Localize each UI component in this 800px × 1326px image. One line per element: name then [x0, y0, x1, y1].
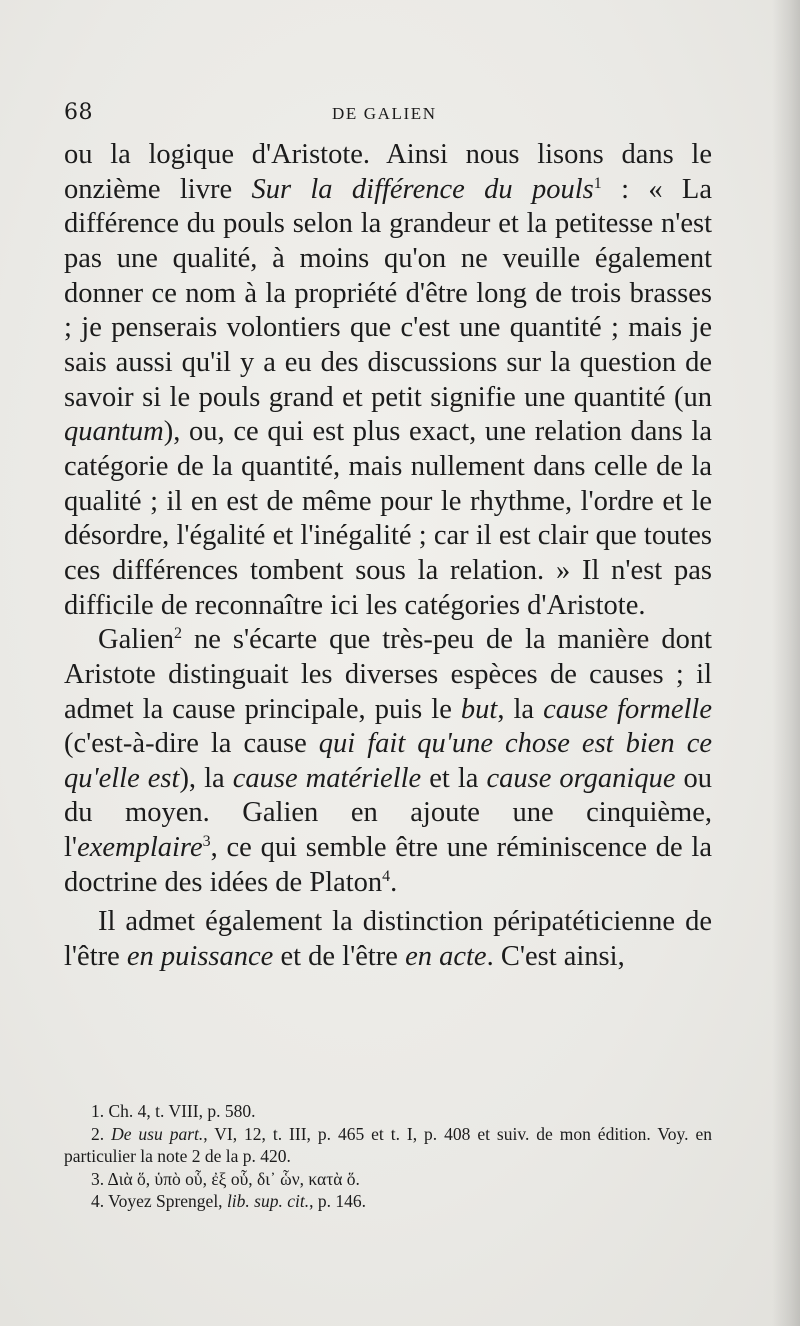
italic-text: exemplaire	[77, 832, 203, 864]
footnote-marker: 1	[593, 174, 602, 192]
text-run: ou la logique d'Aristote. Ainsi nous lisons dans le onzième livre	[64, 139, 712, 205]
text-run: : « La différence du pouls selon la grandeur et la petitesse n'est pas une qualité, à moins qu'on ne veuille également donner ce nom à la propriété d'être long de trois brasses ; je penserais volontiers que c'est une quantité ; mais je sais aussi qu'il y a eu des discussions sur la question de savoir si le pouls grand et petit signifie une quantité (un	[64, 173, 712, 413]
paragraph	[64, 623, 712, 900]
footnote	[64, 1190, 712, 1213]
text-run: ), ou, ce qui est plus exact, une relation dans la catégorie de la quantité, mais nullement dans celle de la qualité ; il en est de même pour le rhythme, l'ordre et le désordre, l'égalité et l'inégalité ; car il est clair que toutes ces différences tombent sous la relation. » Il n'est pas difficile de reconnaître ici les catégories d'Aristote.	[64, 416, 712, 621]
text-run: Galien	[98, 624, 174, 656]
italic-text: en puissance	[126, 941, 274, 973]
text-run: .	[390, 866, 398, 898]
page-header	[64, 100, 714, 130]
text-run: Il admet également la distinction péripatéticienne de l'être	[64, 906, 712, 973]
text-run: , la	[497, 693, 544, 725]
italic-text: cause organique	[486, 762, 676, 794]
italic-text: but	[460, 693, 498, 725]
italic-text: De usu part.	[111, 1123, 204, 1144]
text-run: , p. 146.	[309, 1191, 366, 1211]
italic-text: en acte	[405, 941, 487, 973]
italic-text: qui fait qu'une chose est bien ce qu'elle est	[64, 728, 712, 794]
footnote	[64, 1100, 712, 1123]
footnote	[64, 1123, 712, 1168]
page-edge-shadow	[772, 0, 800, 1326]
footnote-marker: 2	[173, 625, 182, 643]
text-run: ou du moyen. Galien en ajoute une cinquième, l'	[64, 762, 713, 864]
footnote	[64, 1168, 712, 1191]
italic-text: quantum	[64, 416, 164, 448]
text-run: , ce qui semble être une réminiscence de la doctrine des idées de Platon	[64, 832, 712, 898]
text-run: ne s'écarte que très-peu de la manière dont Aristote distinguait les diverses espèces de causes ; il admet la cause principale, puis le	[64, 624, 712, 725]
footnote-marker: 4	[382, 867, 391, 885]
italic-text: lib. sup. cit.	[226, 1191, 310, 1211]
text-run: 2.	[91, 1123, 112, 1144]
page-number: 68	[64, 100, 93, 125]
text-run: , VI, 12, t. III, p. 465 et t. I, p. 408 et suiv. de mon édition. Voy. en particulier la note 2 de la p. 420.	[64, 1123, 712, 1166]
text-run: ), la	[179, 762, 233, 794]
text-run: (c'est-à-dire la cause	[64, 728, 319, 760]
paragraph	[64, 138, 712, 623]
footnote-marker: 3	[202, 833, 211, 851]
italic-text: Sur la différence du pouls	[251, 173, 594, 205]
body-text	[64, 138, 712, 975]
text-run: et de l'être	[273, 941, 406, 973]
text-run: . C'est ainsi,	[486, 941, 625, 973]
text-run: et la	[421, 762, 487, 794]
running-head: DE GALIEN	[332, 104, 437, 123]
text-run: 3. Διὰ ὅ, ὑπὸ οὗ, ἐξ οὗ, δι᾽ ὧν, κατὰ ὅ.	[91, 1168, 360, 1189]
text-run: 1. Ch. 4, t. VIII, p. 580.	[91, 1101, 256, 1121]
italic-text: cause formelle	[543, 693, 713, 725]
italic-text: cause matérielle	[232, 762, 422, 794]
footnotes	[64, 1100, 712, 1213]
paragraph	[64, 905, 712, 974]
text-run: 4. Voyez Sprengel,	[91, 1191, 227, 1211]
